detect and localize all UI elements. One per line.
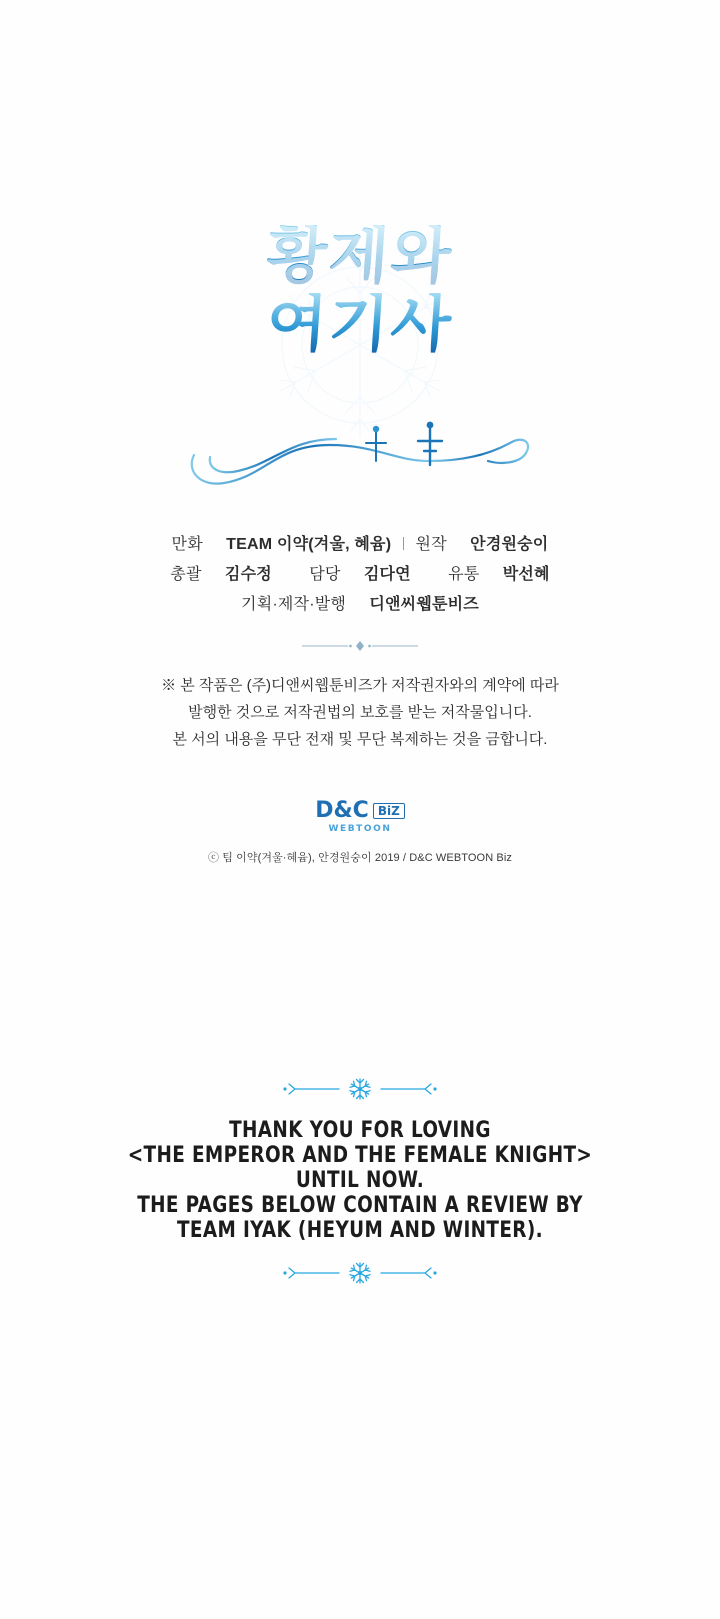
credits-block <box>0 530 720 620</box>
credit-value: 박선혜 <box>502 566 550 583</box>
title-line-1: 황제와 <box>264 219 456 292</box>
thanks-line-3: UNTIL NOW. <box>295 1168 425 1193</box>
credit-label: 총괄 <box>170 566 202 583</box>
publisher-mark-badge: BiZ <box>373 803 405 819</box>
credit-row-1 <box>0 530 720 560</box>
credit-label: 유통 <box>448 566 480 583</box>
publisher-mark-sub: WEBTOON <box>328 824 392 834</box>
copyright-line: ⓒ 팀 이약(겨울·혜윰), 안경원숭이 2019 / D&C WEBTOON Biz <box>208 852 512 864</box>
sword-flourish-icon <box>180 421 540 499</box>
publisher-logo-row <box>315 798 405 823</box>
notice-line-3: 본 서의 내용을 무단 전재 및 무단 복제하는 것을 금합니다. <box>172 731 548 748</box>
publisher-logo <box>308 796 412 836</box>
title-line-2: 여기사 <box>264 287 456 360</box>
snowflake-divider-bottom-icon <box>275 1262 445 1284</box>
small-divider-ornament <box>300 640 420 652</box>
thanks-line-4: THE PAGES BELOW CONTAIN A REVIEW BY <box>137 1193 583 1218</box>
credit-value: 디앤씨웹툰비즈 <box>369 596 479 613</box>
credit-label: 기획·제작·발행 <box>241 596 347 613</box>
credit-label: 담당 <box>309 566 341 583</box>
credit-value: 김다연 <box>363 566 411 583</box>
thank-you-message <box>0 1118 720 1243</box>
credit-label: 원작 <box>415 536 447 553</box>
snowflake-divider-top-icon <box>275 1078 445 1100</box>
credit-value: 안경원숭이 <box>470 536 549 553</box>
title-text <box>264 219 456 360</box>
credit-value: TEAM 이약(겨울, 혜윰) <box>226 536 392 553</box>
thanks-line-1: THANK YOU FOR LOVING <box>229 1118 491 1143</box>
notice-line-2: 발행한 것으로 저작권법의 보호를 받는 저작물입니다. <box>188 704 532 721</box>
credit-row-2 <box>0 560 720 590</box>
notice-line-1: ※ 본 작품은 (주)디앤씨웹툰비즈가 저작권자와의 계약에 따라 <box>161 677 559 694</box>
title-logo-block <box>0 219 720 495</box>
thanks-line-2: <THE EMPEROR AND THE FEMALE KNIGHT> <box>127 1143 593 1168</box>
credit-label: 만화 <box>171 536 203 553</box>
credit-separator <box>403 537 404 550</box>
credit-row-3 <box>0 590 720 620</box>
credit-value: 김수정 <box>224 566 272 583</box>
publisher-mark-main: D&C <box>315 798 369 823</box>
thanks-line-5: TEAM IYAK (HEYUM AND WINTER). <box>176 1218 544 1243</box>
copyright-notice <box>0 672 720 753</box>
